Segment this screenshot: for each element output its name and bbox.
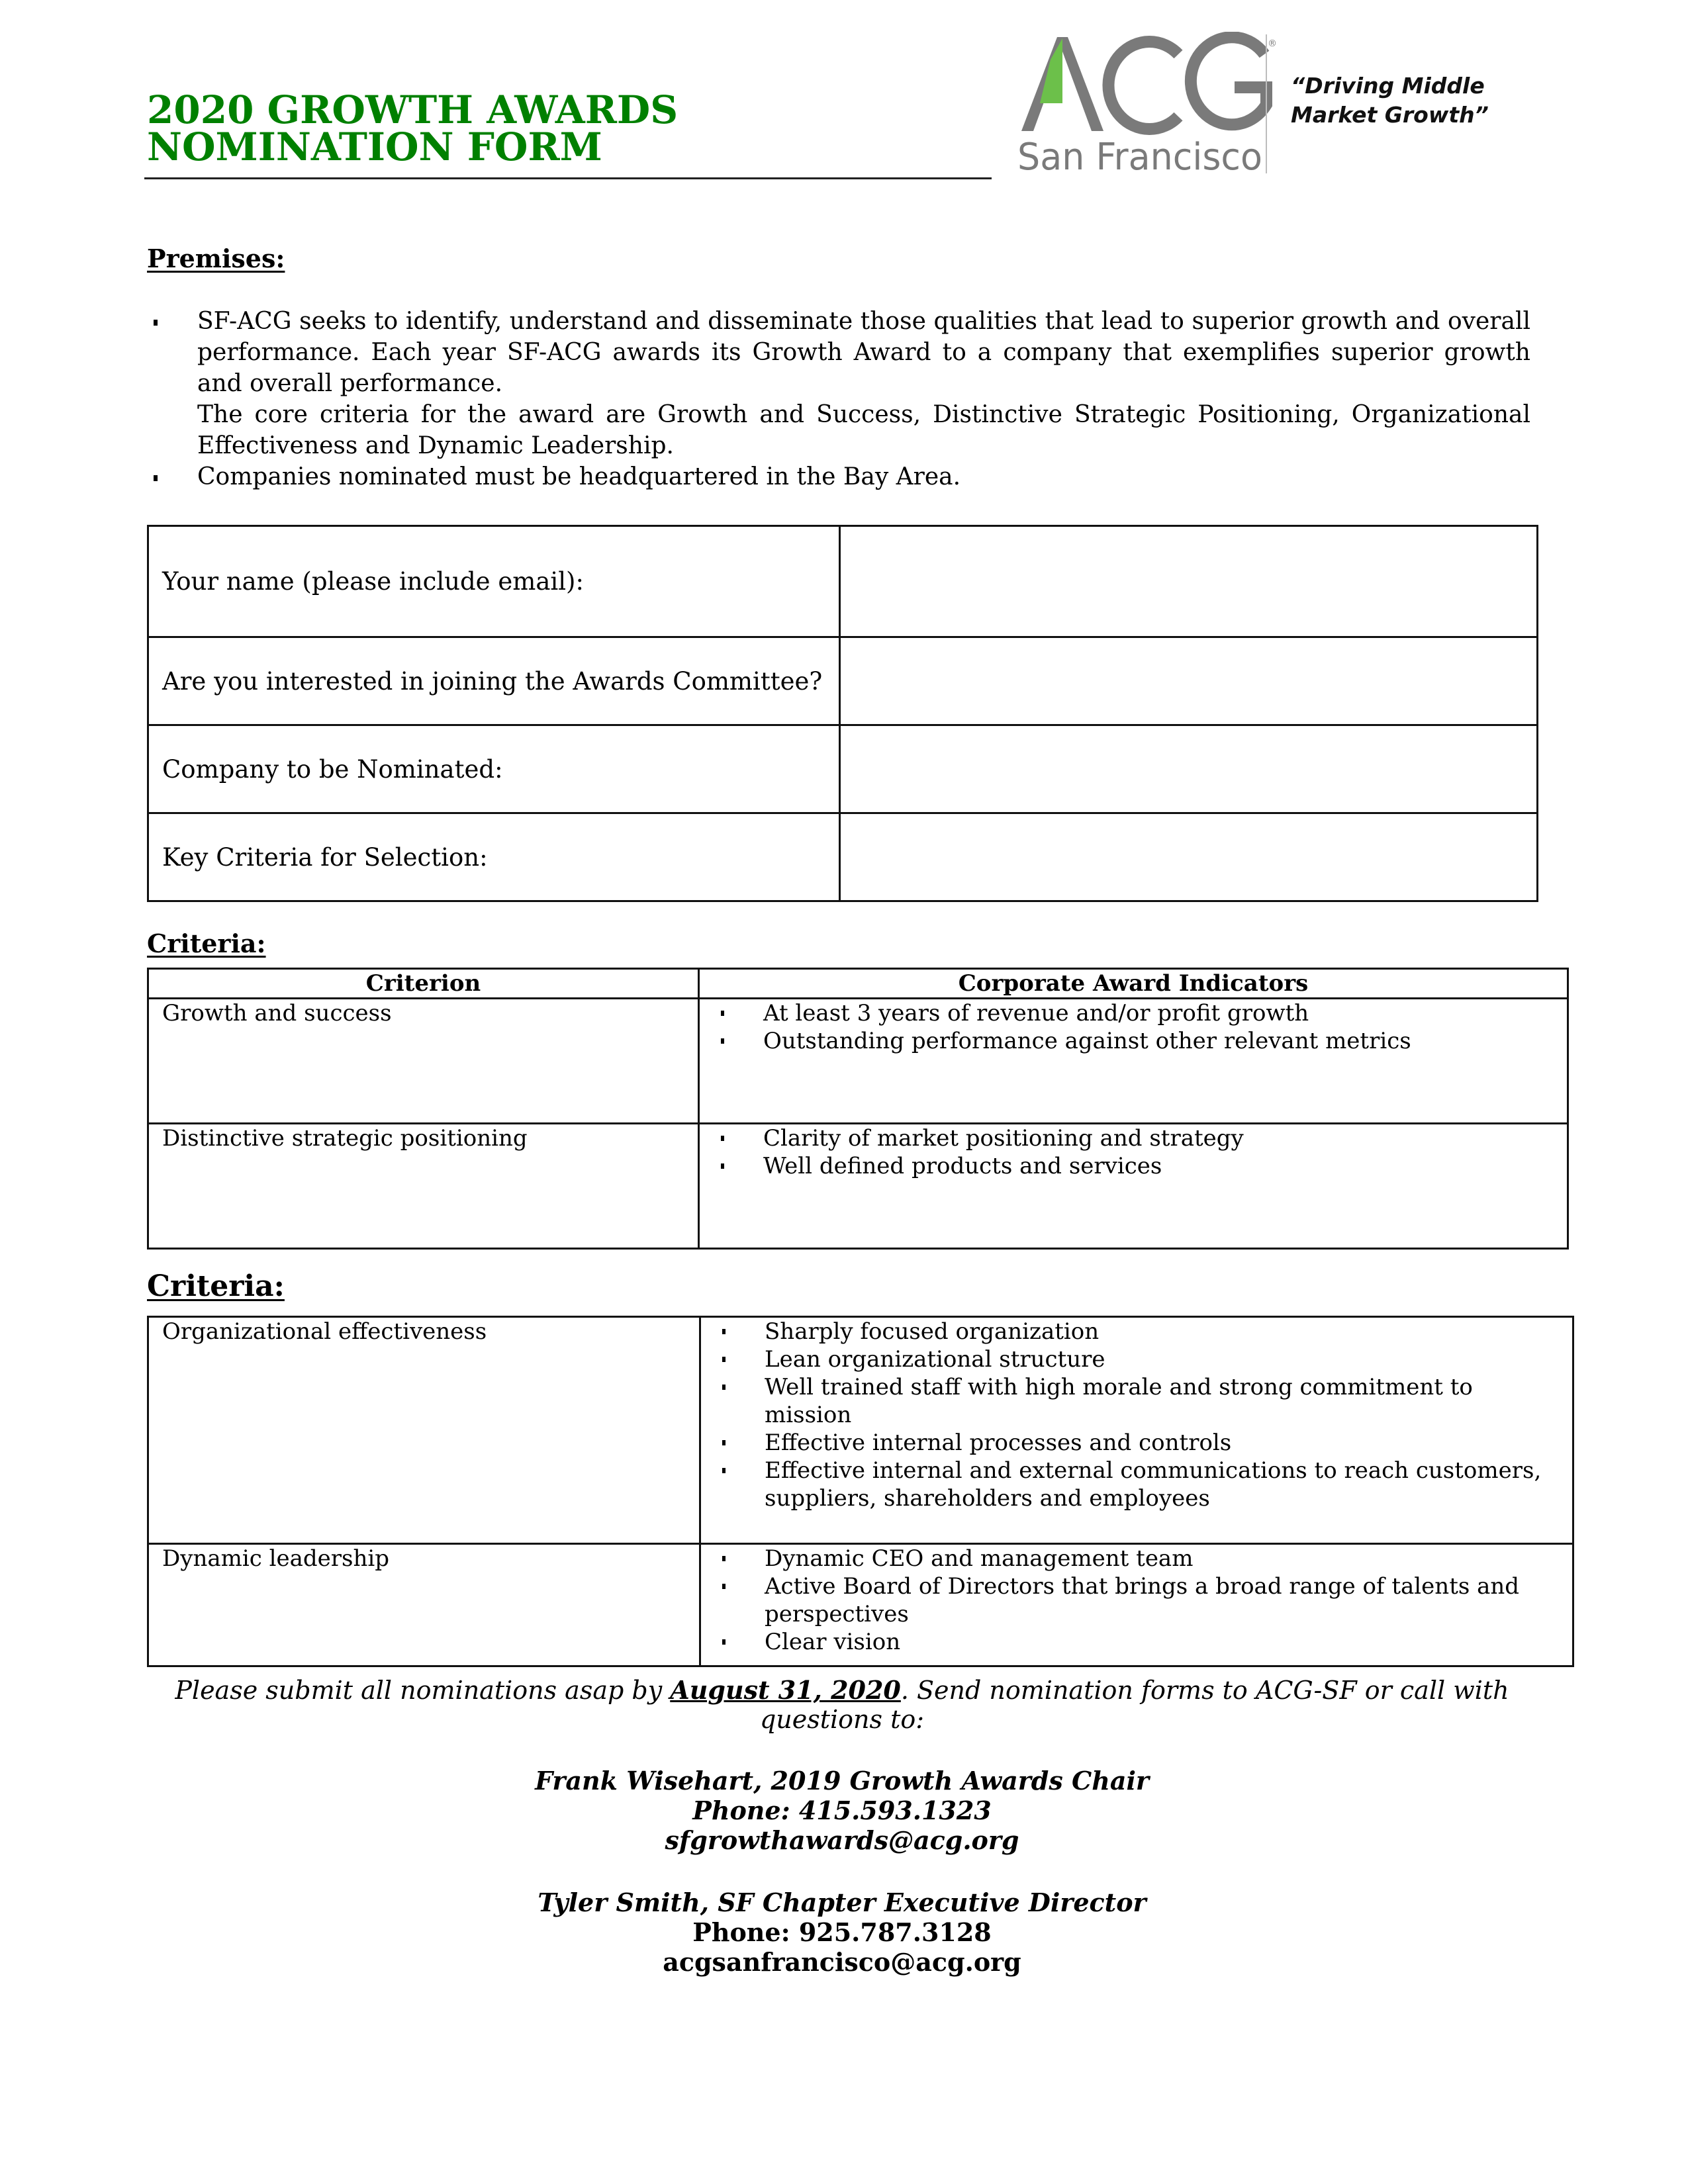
indicator-item (714, 1373, 1559, 1429)
submission-note (147, 1676, 1537, 1734)
indicator-text: Effective internal processes and controls (765, 1430, 1232, 1456)
form-label-key-criteria: Key Criteria for Selection: (148, 813, 840, 901)
form-cell (840, 813, 1538, 901)
criteria-header-row (148, 969, 1568, 999)
form-label-your-name: Your name (please include email): (148, 526, 840, 637)
acg-logo (1016, 32, 1278, 177)
form-row (148, 725, 1538, 813)
premise-text: The core criteria for the award are Growth and Success, Distinctive Strategic Positioning, Organizational Effectiveness and Dynamic Leadership. (197, 401, 1530, 459)
premise-item (147, 306, 1530, 399)
indicator-text: Clarity of market positioning and strategy (763, 1125, 1244, 1152)
title-rule (144, 177, 992, 179)
square-bullet-icon (722, 1329, 726, 1334)
form-row (148, 526, 1538, 637)
submit-text-after: . Send nomination forms to ACG-SF or call with questions to: (759, 1676, 1509, 1734)
logo-c (1108, 42, 1178, 129)
square-bullet-icon (722, 1468, 726, 1473)
indicator-text: Clear vision (765, 1629, 901, 1655)
square-bullet-icon (154, 475, 158, 481)
square-bullet-icon (722, 1556, 726, 1561)
title-line-2: NOMINATION FORM (147, 124, 602, 169)
premises-list (147, 306, 1530, 492)
indicator-list (714, 1318, 1559, 1512)
table-row (148, 1124, 1568, 1249)
indicator-list (713, 999, 1554, 1055)
indicator-item (714, 1318, 1559, 1345)
square-bullet-icon (721, 1011, 724, 1016)
table-row (148, 999, 1568, 1124)
contact-email-link[interactable]: sfgrowthawards@acg.org (665, 1825, 1019, 1855)
indicator-item (713, 1152, 1554, 1180)
table-row (148, 1317, 1573, 1544)
table-row (148, 1544, 1573, 1666)
criterion-cell: Distinctive strategic positioning (148, 1124, 699, 1249)
form-row (148, 813, 1538, 901)
square-bullet-icon (721, 1136, 724, 1141)
indicator-item (713, 999, 1554, 1027)
indicator-list (714, 1545, 1559, 1656)
indicator-text: Dynamic CEO and management team (765, 1545, 1194, 1572)
indicator-text: Outstanding performance against other relevant metrics (763, 1028, 1411, 1054)
contact-name: Tyler Smith, SF Chapter Executive Director (538, 1888, 1147, 1917)
nomination-form-table (147, 525, 1538, 902)
indicator-text: Well defined products and services (763, 1153, 1162, 1179)
page-title (147, 87, 679, 169)
indicator-item (713, 1027, 1554, 1055)
square-bullet-icon (721, 1038, 724, 1044)
square-bullet-icon (721, 1163, 724, 1169)
indicator-text: Effective internal and external communications to reach customers, suppliers, shareholders and employees (765, 1457, 1542, 1512)
contact-email-link[interactable]: acgsanfrancisco@acg.org (663, 1947, 1021, 1977)
nominated-company-field[interactable] (854, 725, 1526, 813)
submission-deadline: August 31, 2020 (670, 1675, 901, 1705)
logo-city: San Francisco (1017, 136, 1262, 177)
premise-continuation (147, 399, 1530, 461)
contact-name: Frank Wisehart, 2019 Growth Awards Chair (535, 1766, 1149, 1796)
criterion-cell: Organizational effectiveness (148, 1317, 700, 1544)
tagline-line-2: Market Growth” (1291, 102, 1489, 128)
indicator-item (713, 1124, 1554, 1152)
criteria-heading: Criteria: (147, 1269, 285, 1303)
tagline-line-1: “Driving Middle (1291, 73, 1485, 99)
criteria-heading: Criteria: (147, 929, 266, 958)
premise-text: Companies nominated must be headquartered in the Bay Area. (197, 463, 961, 490)
indicator-text: Active Board of Directors that brings a broad range of talents and perspectives (765, 1573, 1520, 1627)
committee-interest-field[interactable] (854, 637, 1526, 725)
indicator-item (714, 1345, 1559, 1373)
criteria-table (147, 968, 1569, 1250)
column-header-criterion: Criterion (148, 969, 699, 999)
square-bullet-icon (722, 1440, 726, 1445)
criteria-table (147, 1316, 1574, 1667)
form-cell (840, 526, 1538, 637)
form-cell (840, 637, 1538, 725)
square-bullet-icon (722, 1639, 726, 1645)
form-cell (840, 725, 1538, 813)
key-criteria-field[interactable] (854, 813, 1526, 901)
square-bullet-icon (154, 320, 158, 326)
indicator-item (714, 1572, 1559, 1628)
premises-heading: Premises: (147, 244, 285, 273)
indicator-list (713, 1124, 1554, 1180)
contact-block (147, 1888, 1537, 1977)
indicator-item (714, 1628, 1559, 1656)
premise-item (147, 461, 1530, 492)
logo-a-accent (1040, 38, 1062, 103)
indicator-text: Sharply focused organization (765, 1318, 1100, 1345)
your-name-field[interactable] (854, 526, 1526, 637)
contact-phone[interactable]: Phone: 925.787.3128 (692, 1917, 992, 1947)
square-bullet-icon (722, 1385, 726, 1390)
indicator-text: At least 3 years of revenue and/or profit growth (763, 1000, 1309, 1026)
square-bullet-icon (722, 1584, 726, 1589)
indicators-cell (700, 1317, 1573, 1544)
square-bullet-icon (722, 1357, 726, 1362)
submit-text-before: Please submit all nominations asap by (175, 1676, 671, 1705)
criterion-cell: Dynamic leadership (148, 1544, 700, 1666)
form-label-company: Company to be Nominated: (148, 725, 840, 813)
column-header-indicators: Corporate Award Indicators (699, 969, 1568, 999)
premise-text: SF-ACG seeks to identify, understand and disseminate those qualities that lead to superior growth and overall performance. Each year SF-ACG awards its Growth Award to a company that exemplifies superior growth and overall performance. (197, 308, 1530, 397)
indicator-text: Well trained staff with high morale and strong commitment to mission (765, 1374, 1473, 1428)
form-label-committee: Are you interested in joining the Awards Committee? (148, 637, 840, 725)
indicators-cell (699, 999, 1568, 1124)
contact-phone[interactable]: Phone: 415.593.1323 (692, 1796, 992, 1825)
logo-divider (1266, 34, 1267, 173)
indicators-cell (700, 1544, 1573, 1666)
indicator-item (714, 1429, 1559, 1457)
indicators-cell (699, 1124, 1568, 1249)
form-row (148, 637, 1538, 725)
indicator-text: Lean organizational structure (765, 1346, 1105, 1373)
contact-block (147, 1766, 1537, 1855)
indicator-item (714, 1457, 1559, 1512)
logo-registered: ® (1268, 38, 1277, 49)
logo-g (1191, 37, 1266, 124)
title-line-1: 2020 GROWTH AWARDS (147, 87, 679, 132)
indicator-item (714, 1545, 1559, 1572)
tagline (1291, 71, 1489, 130)
logo-a-right (1057, 37, 1103, 131)
criterion-cell: Growth and success (148, 999, 699, 1124)
